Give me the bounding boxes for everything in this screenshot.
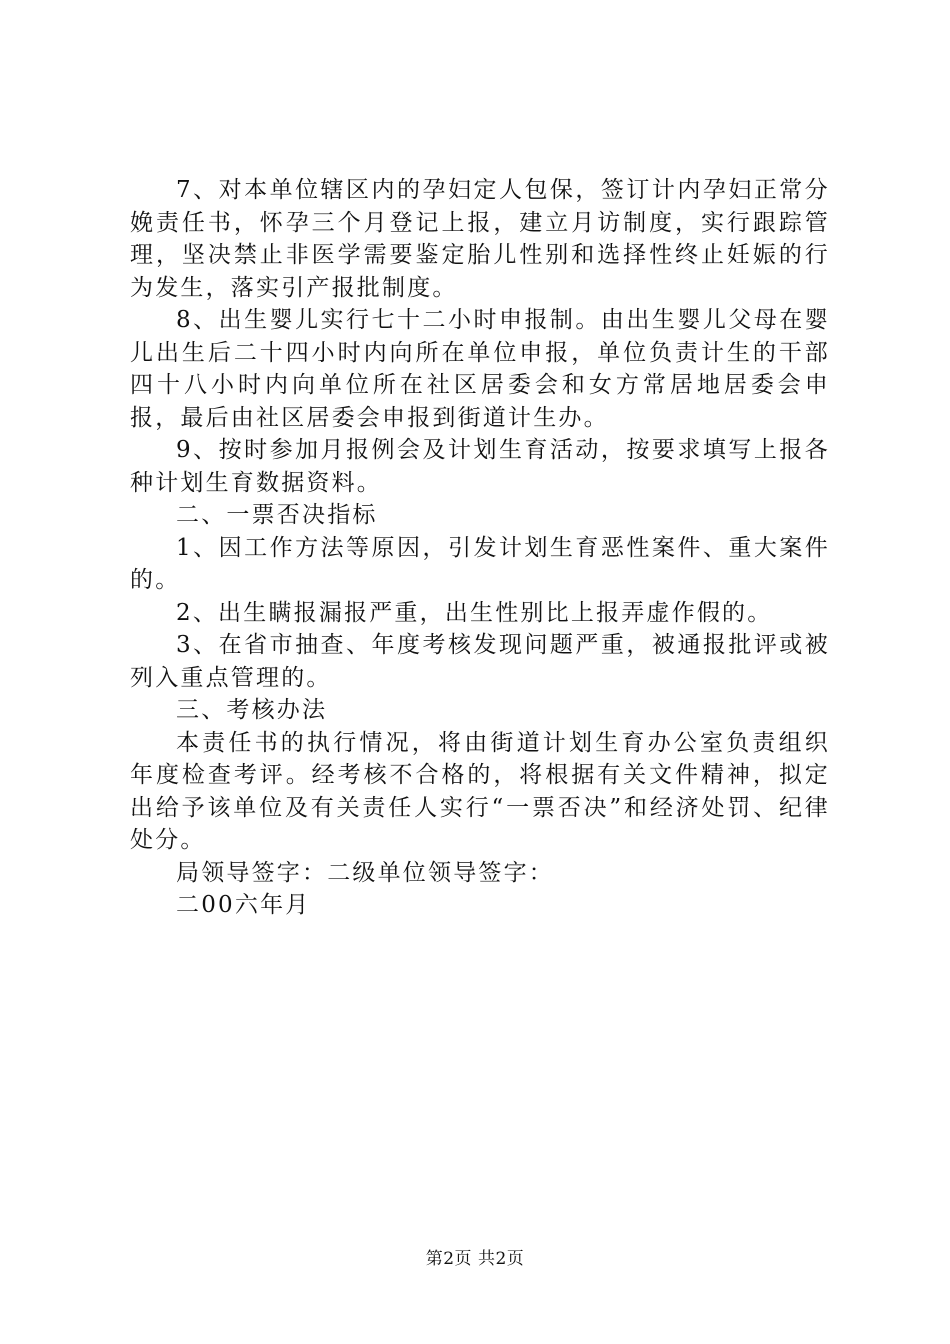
paragraph-item-7: 7、对本单位辖区内的孕妇定人包保，签订计内孕妇正常分娩责任书，怀孕三个月登记上报，建立月访制度，实行跟踪管理，坚决禁止非医学需要鉴定胎儿性别和选择性终止妊娠的行为发生，落实引产报批制度。	[130, 177, 830, 301]
paragraph-item-8: 8、出生婴儿实行七十二小时申报制。由出生婴儿父母在婴儿出生后二十四小时内向所在单位申报，单位负责计生的干部四十八小时内向单位所在社区居委会和女方常居地居委会申报，最后由社区居委会申报到街道计生办。	[130, 307, 830, 431]
veto-item-2: 2、出生瞒报漏报严重，出生性别比上报弄虚作假的。	[176, 599, 773, 626]
veto-item-3: 3、在省市抽查、年度考核发现问题严重，被通报批评或被列入重点管理的。	[130, 632, 830, 691]
date-line: 二00六年月	[176, 892, 311, 918]
signature-line: 局领导签字：二级单位领导签字：	[176, 859, 554, 886]
document-body	[130, 174, 830, 922]
assessment-paragraph: 本责任书的执行情况，将由街道计划生育办公室负责组织年度检查考评。经考核不合格的，将根据有关文件精神，拟定出给予该单位及有关责任人实行“一票否决”和经济处罚、纪律处分。	[130, 729, 830, 853]
paragraph-item-9: 9、按时参加月报例会及计划生育活动，按要求填写上报各种计划生育数据资料。	[130, 437, 830, 496]
page-number-footer: 第2页 共2页	[425, 1249, 525, 1269]
section-heading-assessment: 三、考核办法	[176, 697, 328, 723]
veto-item-1: 1、因工作方法等原因，引发计划生育恶性案件、重大案件的。	[130, 534, 830, 593]
section-heading-veto: 二、一票否决指标	[176, 502, 378, 528]
